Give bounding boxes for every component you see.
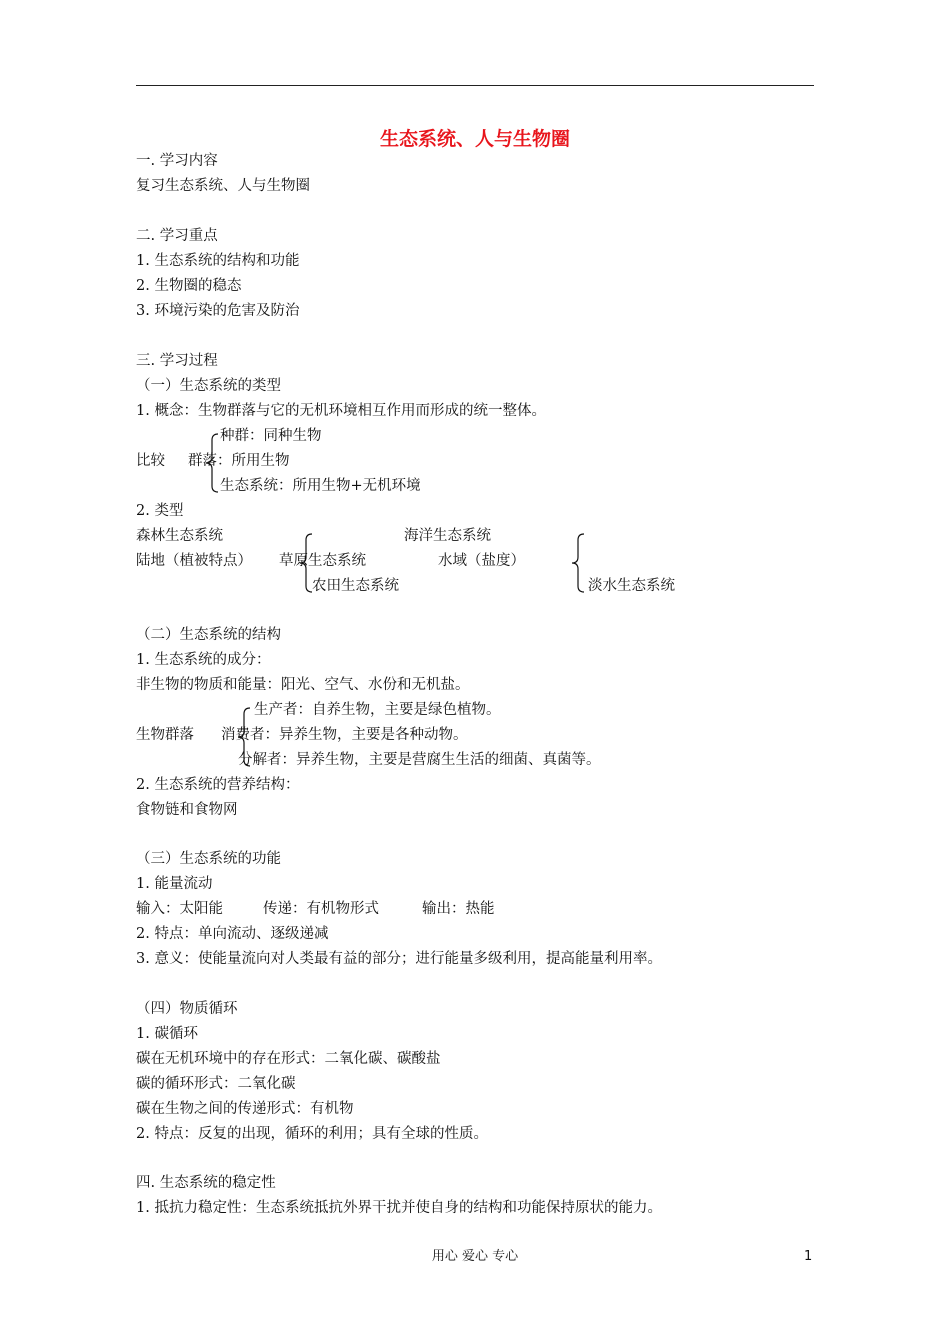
community-item: 生产者：自养生物，主要是绿色植物。 bbox=[254, 702, 501, 718]
footer-motto: 用心 爱心 专心 bbox=[431, 1249, 519, 1264]
page-title: 生态系统、人与生物圈 bbox=[379, 128, 570, 150]
section-heading: 二. 学习重点 bbox=[136, 228, 218, 244]
paragraph: 1. 生态系统的成分： bbox=[136, 652, 271, 668]
paragraph: 1. 概念：生物群落与它的无机环境相互作用而形成的统一整体。 bbox=[136, 403, 546, 419]
land-type-item: 草原生态系统 bbox=[279, 553, 366, 569]
subsection-heading: （四）物质循环 bbox=[136, 1001, 238, 1017]
paragraph: 3. 意义：使能量流向对人类最有益的部分；进行能量多级利用，提高能量利用率。 bbox=[136, 951, 662, 967]
section-heading: 三. 学习过程 bbox=[136, 353, 218, 369]
paragraph: 碳的循环形式：二氧化碳 bbox=[136, 1076, 296, 1092]
community-label: 生物群落 bbox=[136, 727, 194, 743]
paragraph: 1. 碳循环 bbox=[136, 1026, 198, 1042]
compare-label: 比较 bbox=[136, 453, 165, 469]
subsection-heading: （二）生态系统的结构 bbox=[136, 627, 281, 643]
water-type-item: 海洋生态系统 bbox=[404, 528, 491, 544]
section-heading: 一. 学习内容 bbox=[136, 153, 218, 169]
list-item: 2. 生物圈的稳态 bbox=[136, 278, 242, 294]
page-number: 1 bbox=[804, 1249, 813, 1264]
brace-icon bbox=[568, 530, 588, 596]
community-item: 消费者：异养生物，主要是各种动物。 bbox=[221, 727, 468, 743]
paragraph: 碳在无机环境中的存在形式：二氧化碳、碳酸盐 bbox=[136, 1051, 441, 1067]
header-rule bbox=[136, 85, 814, 86]
paragraph: 1. 抵抗力稳定性：生态系统抵抗外界干扰并使自身的结构和功能保持原状的能力。 bbox=[136, 1200, 662, 1216]
paragraph: 碳在生物之间的传递形式：有机物 bbox=[136, 1101, 354, 1117]
list-item: 1. 生态系统的结构和功能 bbox=[136, 253, 300, 269]
energy-input: 输入：太阳能 bbox=[136, 901, 223, 917]
land-type-item: 农田生态系统 bbox=[312, 578, 399, 594]
energy-output: 输出：热能 bbox=[422, 901, 495, 917]
subsection-heading: （三）生态系统的功能 bbox=[136, 851, 281, 867]
paragraph: 2. 类型 bbox=[136, 503, 184, 519]
paragraph: 2. 生态系统的营养结构： bbox=[136, 777, 300, 793]
land-label: 陆地（植被特点） bbox=[136, 553, 252, 569]
energy-transfer: 传递：有机物形式 bbox=[263, 901, 379, 917]
water-type-item: 淡水生态系统 bbox=[588, 578, 675, 594]
water-label: 水域（盐度） bbox=[438, 553, 525, 569]
paragraph: 2. 特点：反复的出现，循环的利用；具有全球的性质。 bbox=[136, 1126, 488, 1142]
compare-item: 生态系统：所用生物+无机环境 bbox=[220, 478, 421, 494]
paragraph: 1. 能量流动 bbox=[136, 876, 213, 892]
paragraph: 食物链和食物网 bbox=[136, 802, 238, 818]
section-heading: 四. 生态系统的稳定性 bbox=[136, 1175, 276, 1191]
compare-item: 群落：所用生物 bbox=[188, 453, 290, 469]
list-item: 3. 环境污染的危害及防治 bbox=[136, 303, 300, 319]
community-item: 分解者：异养生物，主要是营腐生生活的细菌、真菌等。 bbox=[238, 752, 601, 768]
subsection-heading: （一）生态系统的类型 bbox=[136, 378, 281, 394]
land-type-item: 森林生态系统 bbox=[136, 528, 223, 544]
paragraph: 2. 特点：单向流动、逐级递减 bbox=[136, 926, 329, 942]
paragraph: 非生物的物质和能量：阳光、空气、水份和无机盐。 bbox=[136, 677, 470, 693]
compare-item: 种群：同种生物 bbox=[220, 428, 322, 444]
paragraph: 复习生态系统、人与生物圈 bbox=[136, 178, 310, 194]
